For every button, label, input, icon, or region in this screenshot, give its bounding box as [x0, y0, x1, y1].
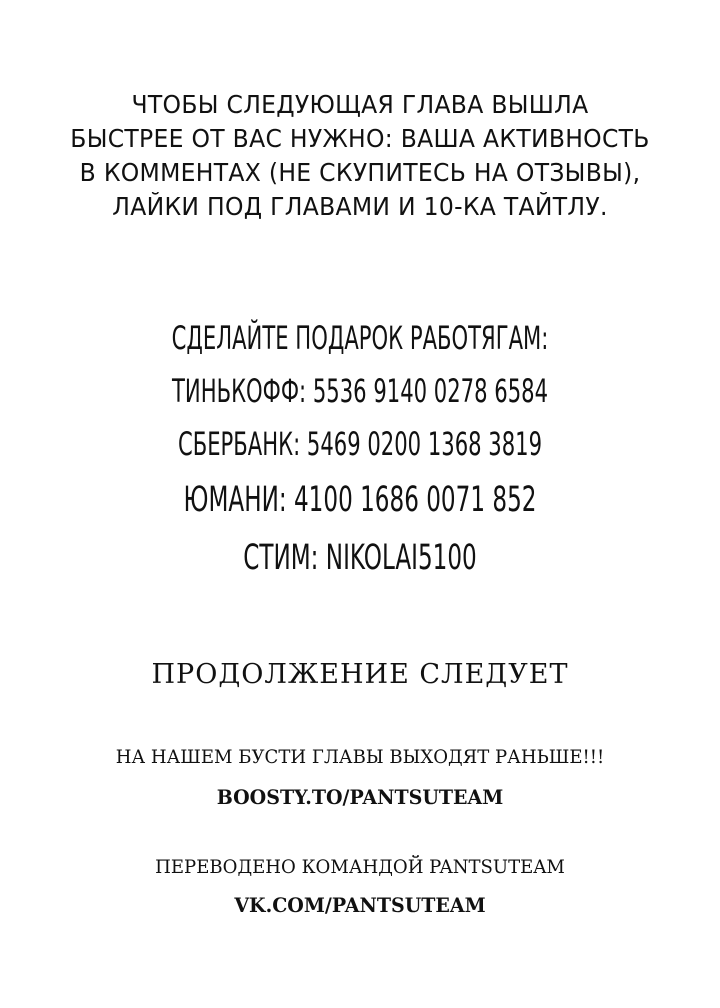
boosty-promo [0, 737, 720, 817]
activity-appeal [0, 88, 720, 224]
donation-heading: СДЕЛАЙТЕ ПОДАРОК РАБОТЯГАМ: [171, 319, 549, 357]
to-be-continued [0, 655, 720, 695]
yoomoney-wallet: ЮМАНИ: 4100 1686 0071 852 [183, 480, 537, 520]
appeal-line-3: В КОММЕНТАХ (НЕ СКУПИТЕСЬ НА ОТЗЫВЫ), [79, 158, 641, 187]
tinkoff-card: ТИНЬКОФФ: 5536 9140 0278 6584 [171, 372, 549, 410]
credits-text: ПЕРЕВОДЕНО КОМАНДОЙ PANTSUTEAM [155, 856, 565, 878]
appeal-line-2: БЫСТРЕЕ ОТ ВАС НУЖНО: ВАША АКТИВНОСТЬ [70, 124, 650, 153]
boosty-link[interactable]: BOOSTY.TO/PANTSUTEAM [216, 785, 504, 809]
boosty-text: НА НАШЕМ БУСТИ ГЛАВЫ ВЫХОДЯТ РАНЬШЕ!!! [115, 746, 605, 768]
donation-info [0, 312, 720, 587]
translation-credits [0, 848, 720, 924]
continuation-text: ПРОДОЛЖЕНИЕ СЛЕДУЕТ [151, 659, 569, 690]
appeal-line-1: ЧТОБЫ СЛЕДУЮЩАЯ ГЛАВА ВЫШЛА [131, 90, 589, 119]
vk-link[interactable]: VK.COM/PANTSUTEAM [234, 893, 486, 917]
sberbank-card: СБЕРБАНК: 5469 0200 1368 3819 [177, 425, 543, 463]
appeal-line-4: ЛАЙКИ ПОД ГЛАВАМИ И 10-КА ТАЙТЛУ. [112, 192, 608, 221]
steam-account: СТИМ: NIKOLAI5100 [243, 538, 477, 578]
